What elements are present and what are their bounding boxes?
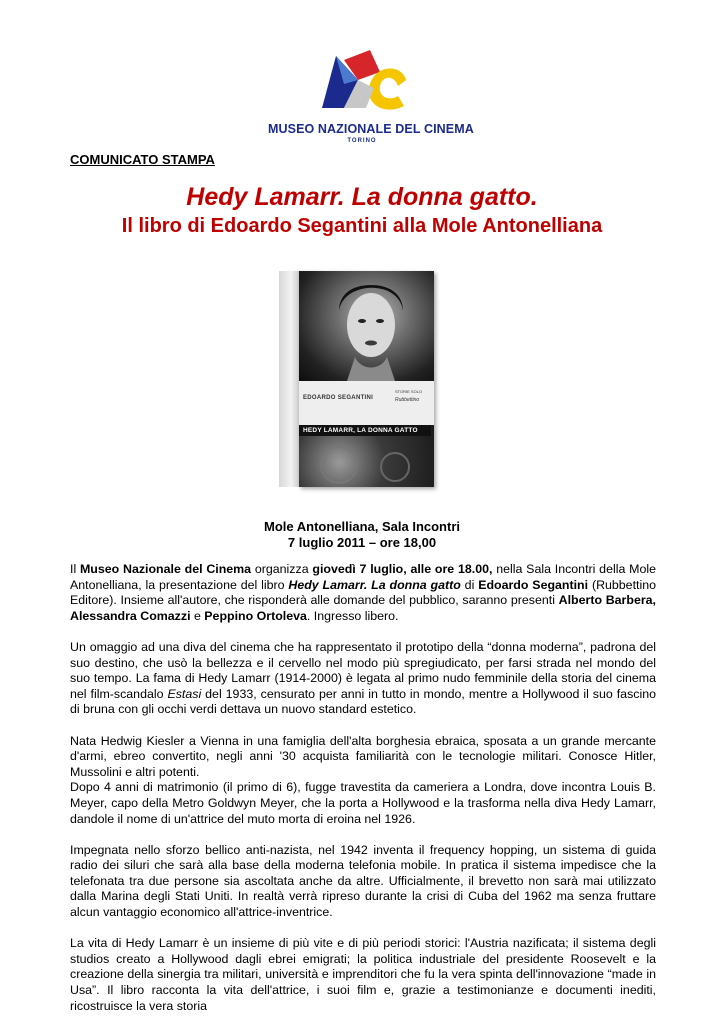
paragraph-invention: Impegnata nello sforzo bellico anti-nazista, nel 1942 inventa il frequency hopping, un sistema di guida radio dei siluri che sarà alla base della moderna telefonia mobile. In pratica il sistema impedisce che la telefonata tra due persone sia ascoltata anche da altre. Ufficialmente, il brevetto non sarà mai utilizzato dalla Marina degli Stati Uniti. In realtà verrà ripreso durante la crisi di Cuba del 1962 ma senza fruttare alcun vantaggio economico all'attrice-inventrice. xyxy=(70,842,656,920)
book-series: STORIE SOLO xyxy=(395,389,423,394)
event-date: 7 luglio 2011 – ore 18,00 xyxy=(287,535,437,550)
text-run: nella Sala Incontri della Mole Antonelliana, la presentazione del libro xyxy=(70,562,656,592)
portrait-photo xyxy=(299,271,434,381)
text-run: . Ingresso libero. xyxy=(306,608,399,623)
text-run: e xyxy=(190,608,205,623)
museum-name: MUSEO NAZIONALE DEL CINEMA xyxy=(268,122,474,136)
guests-bold: Alberto Barbera, Alessandra Comazzi xyxy=(70,593,656,623)
paragraph-tribute xyxy=(70,640,656,718)
event-location: Mole Antonelliana, Sala Incontri xyxy=(264,519,460,534)
book-front-cover xyxy=(299,271,434,487)
paragraph-intro xyxy=(70,562,656,624)
text-run: Un omaggio ad una diva del cinema che ha rappresentato il prototipo della “donna moderna”, padrona del suo destino, che usò la bellezza e il cervello nel modo più spregiudicato, per farsi strada nel mondo del suo tempo. La fama di Hedy Lamarr (1914-2000) è legata al primo nudo femminile della storia del cinema nel film-scandalo xyxy=(70,639,656,701)
text-run: organizza xyxy=(251,562,313,576)
press-release-label: COMUNICATO STAMPA xyxy=(70,152,215,167)
museum-name-bold: Museo Nazionale del Cinema xyxy=(79,562,252,576)
text-run: Il xyxy=(70,562,80,576)
event-time-bold: giovedì 7 luglio, alle ore 18.00, xyxy=(312,562,493,576)
book-title: HEDY LAMARR, LA DONNA GATTO xyxy=(299,425,431,436)
paragraph-birth: Nata Hedwig Kiesler a Vienna in una famiglia dell'alta borghesia ebraica, sposata a un grande mercante d'armi, ebreo convertito, negli anni '30 acquista familiarità con le tecnologie militari. Conosce Hitler, Mussolini e altri potenti. xyxy=(70,733,656,779)
book-cover-image xyxy=(279,271,434,487)
museum-city: TORINO xyxy=(347,138,377,144)
page-subtitle: Il libro di Edoardo Segantini alla Mole Antonelliana xyxy=(121,215,603,237)
guest-bold: Peppino Ortoleva xyxy=(204,608,307,623)
mnc-logo-mark-icon xyxy=(314,50,410,122)
text-run: (Rubbettino Editore). Insieme all'autore, che risponderà alle domande del pubblico, saranno presenti xyxy=(70,577,656,608)
press-release-body xyxy=(70,562,656,1014)
author-name-bold: Edoardo Segantini xyxy=(478,577,589,592)
page-title: Hedy Lamarr. La donna gatto. xyxy=(186,183,538,211)
book-title-bold-italic: Hedy Lamarr. La donna gatto xyxy=(288,577,461,592)
paragraph-life: La vita di Hedy Lamarr è un insieme di più vite e di più periodi storici: l'Austria nazificata; il sistema degli studios creato a Hollywood dagli ebrei emigrati; la politica industriale del presidente Roosevelt e la creazione della sinergia tra militari, università e imprenditori che fu la vera spinta dell'innovazione “made in Usa”. Il libro racconta la vita dell'attrice, i suoi film e, grazie a testimonianze e documenti inediti, ricostruisce la vera storia xyxy=(70,936,656,1013)
book-lower-band xyxy=(299,425,434,487)
museum-logo xyxy=(268,50,474,162)
film-title-italic: Estasi xyxy=(167,686,202,701)
book-spine xyxy=(279,271,299,487)
book-author: EDOARDO SEGANTINI xyxy=(303,395,374,401)
paragraph-escape: Dopo 4 anni di matrimonio (il primo di 6), fugge travestita da cameriera a Londra, dove incontra Louis B. Meyer, capo della Metro Goldwyn Meyer, che la porta a Hollywood e la trasforma nella diva Hedy Lamarr, dandole il nome di un'attrice del muto morta di eroina nel 1926. xyxy=(70,780,656,826)
text-run: del 1933, censurato per anni in tutto in mondo, mentre a Hollywood il suo fascino di bruna con gli occhi verdi dettava un nuovo standard estetico. xyxy=(70,686,656,717)
book-publisher: Rubbettino xyxy=(395,397,420,403)
text-run: di xyxy=(460,577,479,592)
